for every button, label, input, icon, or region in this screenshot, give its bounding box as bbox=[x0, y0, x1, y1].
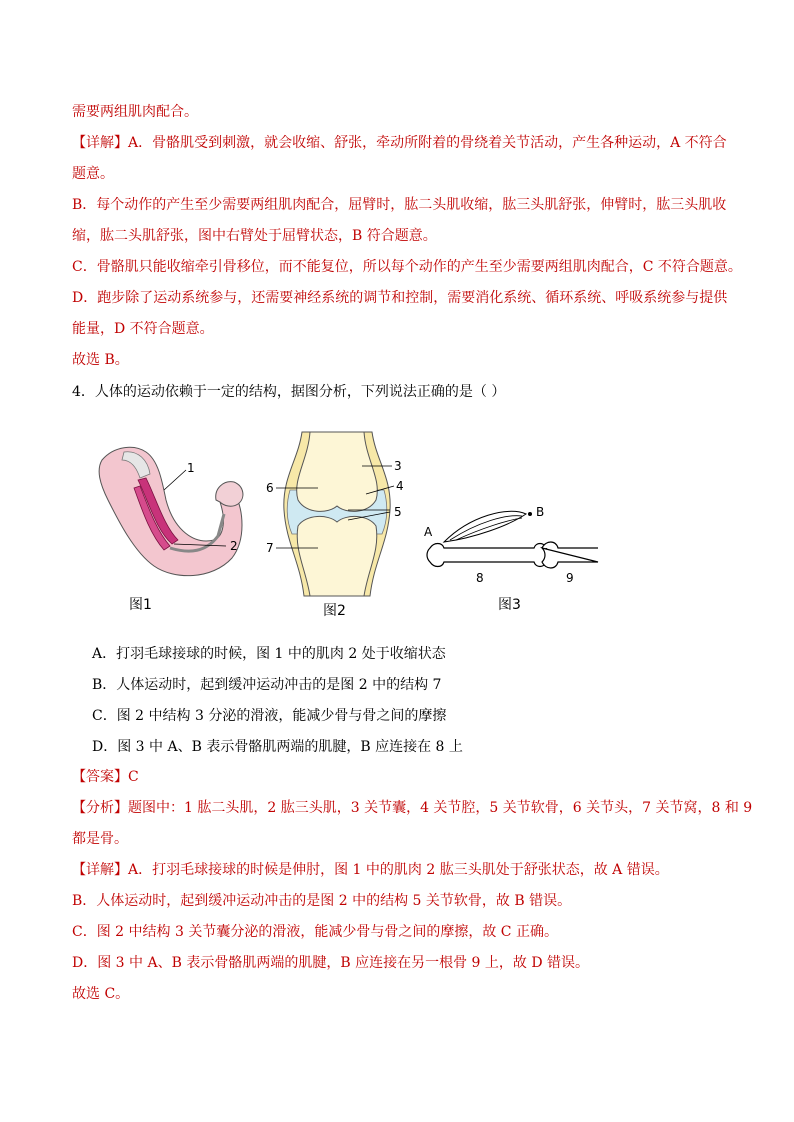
question-stem: 4．人体的运动依赖于一定的结构，据图分析，下列说法正确的是（ ） bbox=[72, 384, 506, 400]
figure-2-joint bbox=[262, 430, 412, 598]
text-line: 题意。 bbox=[72, 166, 114, 182]
fig3-label-8: 8 bbox=[476, 571, 484, 585]
text-line: 【详解】A．骨骼肌受到刺激，就会收缩、舒张，牵动所附着的骨绕着关节活动，产生各种运动，A 不符合 bbox=[72, 135, 727, 151]
fig2-label-3: 3 bbox=[394, 459, 402, 473]
option-b: B．人体运动时，起到缓冲运动冲击的是图 2 中的结构 7 bbox=[92, 677, 442, 693]
fig2-label-5: 5 bbox=[394, 505, 402, 519]
fig2-label-7: 7 bbox=[266, 541, 274, 555]
fig3-label-b: B bbox=[536, 505, 545, 519]
figure-2-caption: 图2 bbox=[323, 603, 346, 619]
detail-line: C．图 2 中结构 3 关节囊分泌的滑液，能减少骨与骨之间的摩擦，故 C 正确。 bbox=[72, 924, 558, 940]
option-a: A．打羽毛球接球的时候，图 1 中的肌肉 2 处于收缩状态 bbox=[92, 646, 446, 662]
analysis-line: 【分析】题图中：1 肱二头肌，2 肱三头肌，3 关节囊，4 关节腔，5 关节软骨，6 关节头，7 关节窝，8 和 9 bbox=[72, 800, 753, 816]
fig2-label-6: 6 bbox=[266, 481, 274, 495]
text-line: 缩，肱二头肌舒张，图中右臂处于屈臂状态，B 符合题意。 bbox=[72, 228, 437, 244]
fig1-label-2: 2 bbox=[230, 539, 238, 553]
detail-line: B．人体运动时，起到缓冲运动冲击的是图 2 中的结构 5 关节软骨，故 B 错误。 bbox=[72, 893, 572, 909]
fig2-label-4: 4 bbox=[396, 479, 404, 493]
text-line: 需要两组肌肉配合。 bbox=[72, 104, 198, 120]
figure-3-bones bbox=[422, 496, 602, 588]
detail-line: D．图 3 中 A、B 表示骨骼肌两端的肌腱，B 应连接在另一根骨 9 上，故 D 错误。 bbox=[72, 955, 590, 971]
text-line: 故选 B。 bbox=[72, 352, 129, 368]
figure-3-caption: 图3 bbox=[498, 597, 521, 613]
fig3-label-9: 9 bbox=[566, 571, 574, 585]
figure-1-caption: 图1 bbox=[129, 597, 152, 613]
text-line: C．骨骼肌只能收缩牵引骨移位，而不能复位，所以每个动作的产生至少需要两组肌肉配合，C 不符合题意。 bbox=[72, 259, 742, 275]
detail-line: 【详解】A．打羽毛球接球的时候是伸肘，图 1 中的肌肉 2 肱三头肌处于舒张状态，故 A 错误。 bbox=[72, 862, 669, 878]
text-line: 能量，D 不符合题意。 bbox=[72, 321, 214, 337]
text-line: B．每个动作的产生至少需要两组肌肉配合，屈臂时，肱二头肌收缩，肱三头肌舒张，伸臂时，肱三头肌收 bbox=[72, 197, 727, 213]
answer: 【答案】C bbox=[72, 769, 139, 785]
fig3-label-a: A bbox=[424, 525, 433, 539]
option-c: C．图 2 中结构 3 分泌的滑液，能减少骨与骨之间的摩擦 bbox=[92, 708, 447, 724]
final-choice: 故选 C。 bbox=[72, 986, 130, 1002]
fig1-label-1: 1 bbox=[187, 461, 195, 475]
analysis-line: 都是骨。 bbox=[72, 831, 128, 847]
text-line: D．跑步除了运动系统参与，还需要神经系统的调节和控制，需要消化系统、循环系统、呼吸系统参与提供 bbox=[72, 290, 728, 306]
figure-1-arm bbox=[94, 440, 254, 590]
option-d: D．图 3 中 A、B 表示骨骼肌两端的肌腱，B 应连接在 8 上 bbox=[92, 739, 463, 755]
